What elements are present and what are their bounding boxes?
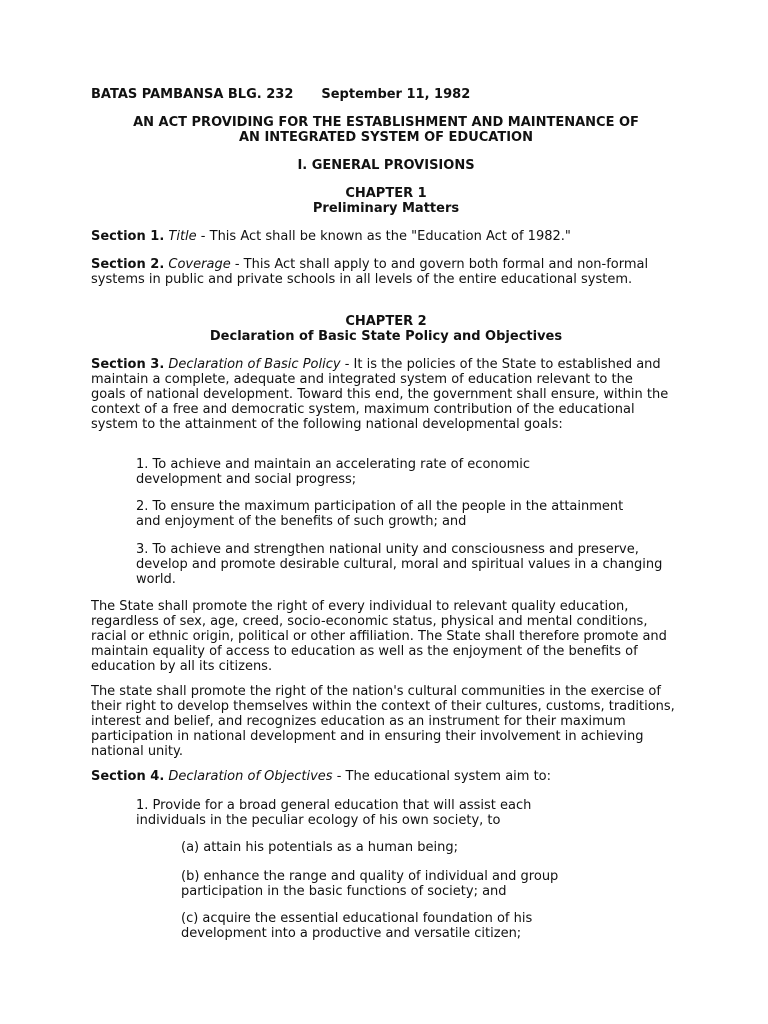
document-header — [91, 87, 691, 102]
section-4: Section 4. Declaration of Objectives - The educational system aim to: — [91, 769, 551, 784]
section-3: Section 3. Declaration of Basic Policy - It is the policies of the State to established and maintain a complete, adequate and integrated system of education relevant to the goals of national development. Toward this end, the government shall ensure, within the context of a free and democratic system, maximum contribution of the educational system to the attainment of the following national developmental goals: — [91, 357, 669, 432]
act-title: AN ACT PROVIDING FOR THE ESTABLISHMENT AND MAINTENANCE OF AN INTEGRATED SYSTEM OF EDUCATION — [133, 115, 639, 145]
objective-1c: (c) acquire the essential educational foundation of his development into a productive and versatile citizen; — [181, 911, 533, 941]
goal-1: 1. To achieve and maintain an accelerating rate of economic development and social progress; — [136, 457, 531, 487]
law-date: September 11, 1982 — [321, 87, 471, 102]
state-policy-paragraph-2: The state shall promote the right of the nation's cultural communities in the exercise of their right to develop themselves within the context of their cultures, customs, traditions, interest and belief, and recognizes education as an instrument for their maximum participation in national development and in ensuring their involvement in achieving national unity. — [91, 684, 675, 759]
chapter-2-heading: CHAPTER 2 Declaration of Basic State Policy and Objectives — [209, 314, 563, 344]
objective-1: 1. Provide for a broad general education that will assist each individuals in the peculiar ecology of his own society, to — [136, 798, 532, 828]
goal-3: 3. To achieve and strengthen national unity and consciousness and preserve, develop and promote desirable cultural, moral and spiritual values in a changing world. — [136, 542, 663, 587]
objective-1b: (b) enhance the range and quality of individual and group participation in the basic functions of society; and — [181, 869, 559, 899]
section-2: Section 2. Coverage - This Act shall apply to and govern both formal and non-formal systems in public and private schools in all levels of the entire educational system. — [91, 257, 649, 287]
objective-1a: (a) attain his potentials as a human being; — [181, 840, 459, 855]
state-policy-paragraph-1: The State shall promote the right of every individual to relevant quality education, regardless of sex, age, creed, socio-economic status, physical and mental conditions, racial or ethnic origin, political or other affiliation. The State shall therefore promote and maintain equality of access to education as well as the enjoyment of the benefits of education by all its citizens. — [91, 599, 667, 674]
section-1: Section 1. Title - This Act shall be known as the "Education Act of 1982." — [91, 229, 571, 244]
law-number: BATAS PAMBANSA BLG. 232 — [91, 87, 294, 102]
chapter-1-heading: CHAPTER 1 Preliminary Matters — [312, 186, 460, 216]
goal-2: 2. To ensure the maximum participation of all the people in the attainment and enjoyment of the benefits of such growth; and — [136, 499, 624, 529]
part-heading: I. GENERAL PROVISIONS — [297, 158, 475, 173]
